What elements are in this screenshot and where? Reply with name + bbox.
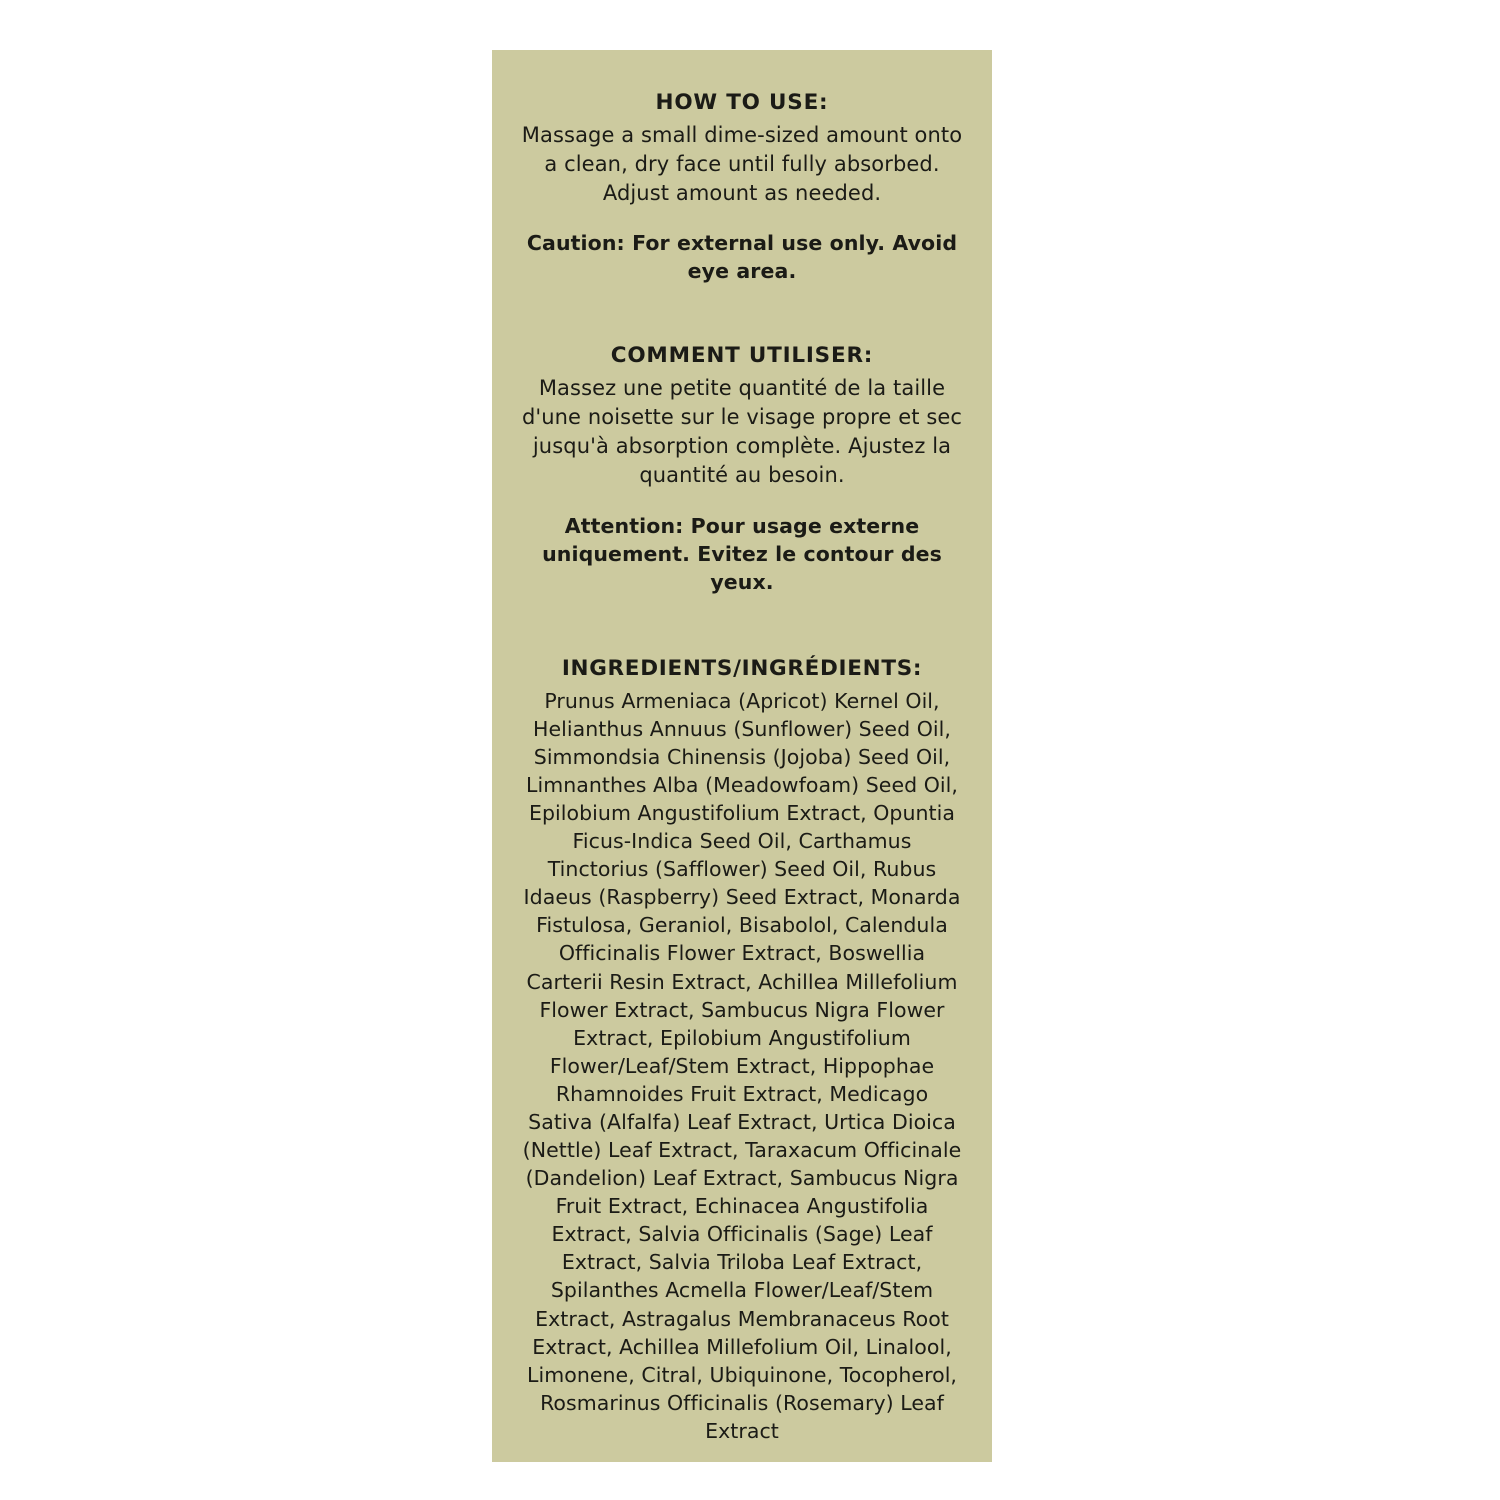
spacer	[518, 596, 966, 656]
ingredients-heading: INGREDIENTS/INGRÉDIENTS:	[561, 655, 923, 681]
how-to-use-body: Massage a small dime-sized amount onto a clean, dry face until fully absorbed. Adjust amount as needed.	[521, 123, 963, 205]
spacer	[518, 285, 966, 341]
product-label-panel	[492, 50, 992, 1462]
comment-utiliser-caution: Attention: Pour usage externe uniquement. Evitez le contour des yeux.	[542, 513, 942, 594]
spacer	[518, 490, 966, 512]
comment-utiliser-body: Massez une petite quantité de la taille d'une noisette sur le visage propre et sec jusqu'à absorption complète. Ajustez la quantité au besoin.	[521, 376, 963, 487]
comment-utiliser-heading: COMMENT UTILISER:	[610, 343, 874, 369]
how-to-use-caution: Caution: For external use only. Avoid eye area.	[526, 231, 958, 284]
ingredients-list: Prunus Armeniaca (Apricot) Kernel Oil, Helianthus Annuus (Sunflower) Seed Oil, Simmondsia Chinensis (Jojoba) Seed Oil, Limnanthes Alba (Meadowfoam) Seed Oil, Epilobium Angustifolium Extract, Opuntia Ficus-Indica Seed Oil, Carthamus Tinctorius (Safflower) Seed Oil, Rubus Idaeus (Raspberry) Seed Extract, Monarda Fistulosa, Geraniol, Bisabolol, Calendula Officinalis Flower Extract, Boswellia Carterii Resin Extract, Achillea Millefolium Flower Extract, Sambucus Nigra Flower Extract, Epilobium Angustifolium Flower/Leaf/Stem Extract, Hippophae Rhamnoides Fruit Extract, Medicago Sativa (Alfalfa) Leaf Extract, Urtica Dioica (Nettle) Leaf Extract, Taraxacum Officinale (Dandelion) Leaf Extract, Sambucus Nigra Fruit Extract, Echinacea Angustifolia Extract, Salvia Officinalis (Sage) Leaf Extract, Salvia Triloba Leaf Extract, Spilanthes Acmella Flower/Leaf/Stem Extract, Astragalus Membranaceus Root Extract, Achillea Millefolium Oil, Linalool, Limonene, Citral, Ubiquinone, Tocopherol, Rosmarinus Officinalis (Rosemary) Leaf Extract	[522, 688, 962, 1443]
spacer	[518, 207, 966, 229]
how-to-use-heading: HOW TO USE:	[655, 90, 829, 115]
